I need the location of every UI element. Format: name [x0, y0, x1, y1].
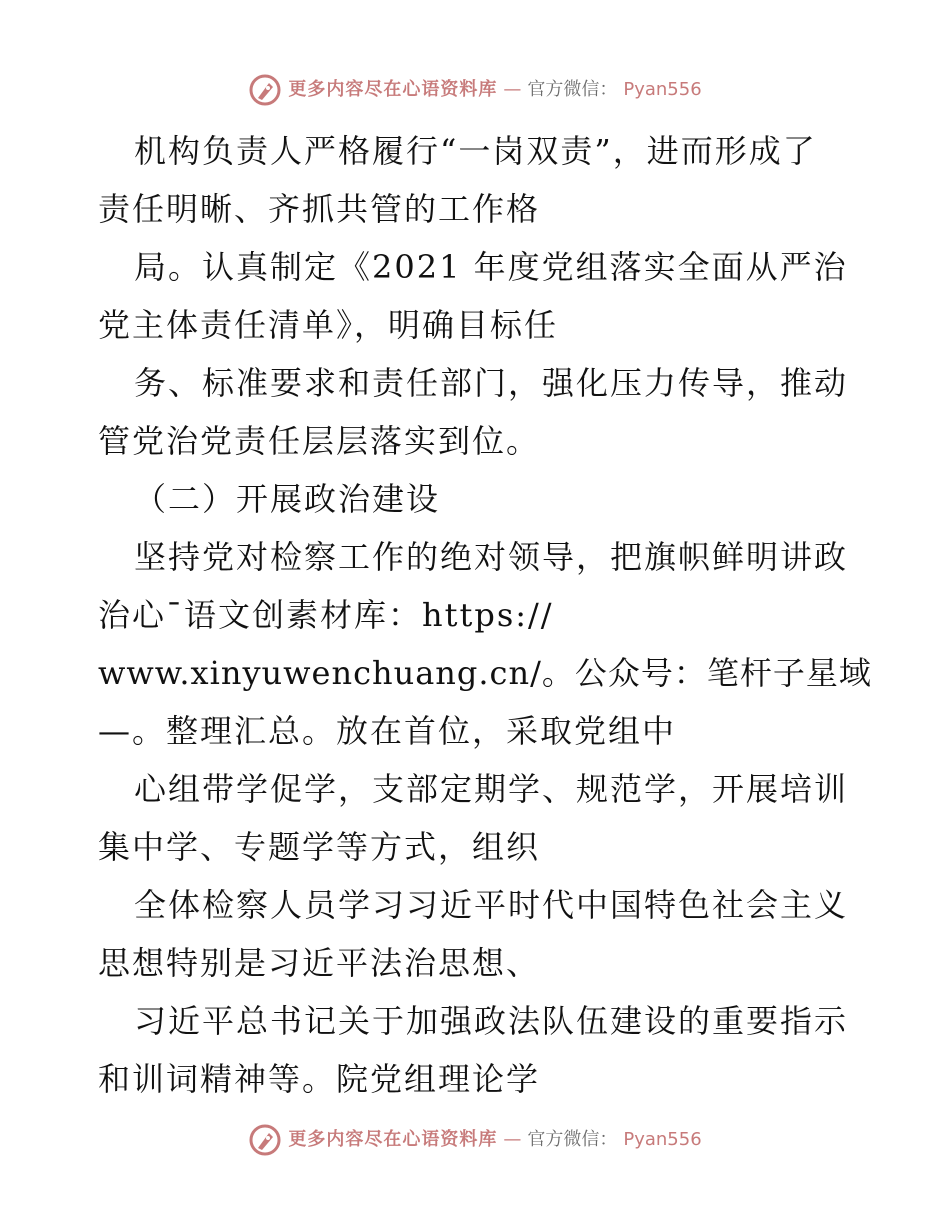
- text-line: 党主体责任清单》，明确目标任: [98, 306, 559, 344]
- text-line: —。整理汇总。放在首位，采取党组中: [98, 712, 677, 750]
- text-line: 机构负责人严格履行“一岗双责”，进而形成了: [134, 132, 817, 170]
- text-line: 和训词精神等。院党组理论学: [98, 1060, 541, 1098]
- watermark-dash: —: [503, 79, 522, 100]
- footer-watermark: [0, 1120, 950, 1160]
- watermark-wechat-id: Pyan556: [623, 79, 702, 100]
- watermark-official-label: 官方微信：: [527, 1129, 618, 1150]
- text-line: 坚持党对检察工作的绝对领导，把旗帜鲜明讲政: [134, 538, 849, 576]
- text-line: 集中学、专题学等方式，组织: [98, 828, 541, 866]
- text-line: 全体检察人员学习习近平时代中国特色社会主义: [134, 886, 849, 924]
- text-line: 心组带学促学，支部定期学、规范学，开展培训: [134, 770, 849, 808]
- watermark-wechat-id: Pyan556: [623, 1129, 702, 1150]
- header-watermark: [0, 70, 950, 110]
- text-line: 思想特别是习近平法治思想、: [98, 944, 541, 982]
- text-line: 管党治党责任层层落实到位。: [98, 422, 541, 460]
- text-line: 治心¯语文创素材库：https://: [98, 596, 554, 634]
- text-line: 务、标准要求和责任部门，强化压力传导，推动: [134, 364, 849, 402]
- document-body: [98, 122, 872, 1108]
- text-line: 习近平总书记关于加强政法队伍建设的重要指示: [134, 1002, 849, 1040]
- section-heading: （二）开展政治建设: [134, 480, 441, 518]
- text-line: 局。认真制定《2021 年度党组落实全面从严治: [134, 248, 848, 286]
- watermark-official-label: 官方微信：: [527, 79, 618, 100]
- pen-nib-logo-icon: [248, 73, 282, 107]
- text-line-url: www.xinyuwenchuang.cn/。公众号：笔杆子星域: [98, 654, 872, 692]
- watermark-text: 更多内容尽在心语资料库: [288, 1129, 498, 1150]
- text-line: 责任明晰、齐抓共管的工作格: [98, 190, 541, 228]
- pen-nib-logo-icon: [248, 1123, 282, 1157]
- watermark-dash: —: [503, 1129, 522, 1150]
- watermark-text: 更多内容尽在心语资料库: [288, 79, 498, 100]
